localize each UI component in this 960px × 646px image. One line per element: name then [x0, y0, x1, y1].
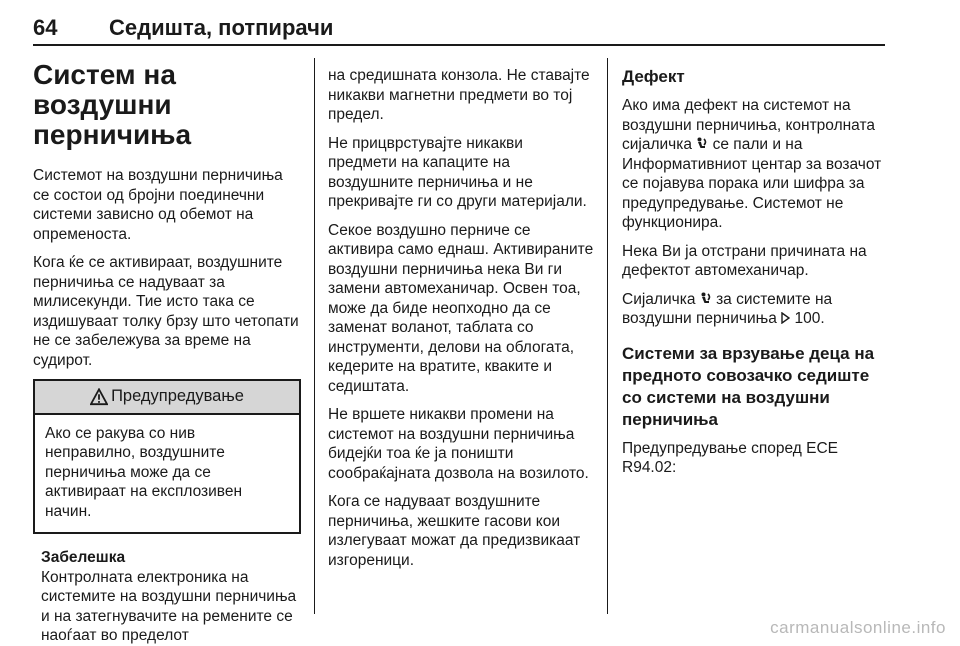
page-reference-icon[interactable]	[781, 312, 790, 324]
section-title: Систем на воздушни перничиња	[33, 59, 192, 150]
page-header	[33, 8, 885, 46]
child-restraint-title: Системи за врзување деца на предното совозачко седиште со системи на воздушни перничиња	[622, 343, 875, 429]
text-run: Сијаличка	[622, 290, 696, 308]
text-run: за системите на воздушни перничиња	[622, 290, 833, 327]
paragraph	[622, 96, 890, 233]
paragraph: Не вршете никакви промени на системот на воздушни перничиња бидејќи тоа ќе ја поништи сообраќајната дозвола на возилото.	[328, 406, 589, 482]
column-divider	[314, 58, 315, 614]
airbag-lamp-icon	[696, 137, 708, 151]
paragraph: Нека Ви ја отстрани причината на дефектот автомеханичар.	[622, 242, 867, 279]
page-reference[interactable]: 100.	[794, 310, 825, 327]
airbag-lamp-icon	[700, 292, 712, 306]
warning-text: Ако се ракува со нив неправилно, воздушните перничиња може да се активираат на експлозивен начин.	[45, 424, 243, 520]
note	[33, 548, 301, 646]
column-left	[33, 52, 301, 646]
warning-header	[35, 381, 299, 415]
paragraph: Системот на воздушни перничиња се состои од бројни поединечни системи зависно од обемот на опременоста.	[33, 167, 283, 243]
defect-title: Дефект	[622, 67, 685, 86]
paragraph: на средишната конзола. Не ставајте никакви магнетни предмети во тој предел.	[328, 67, 590, 123]
note-text: Контролната електроника на системите на воздушни перничиња и на затегнувачите на ремените се наоѓаат во пределот	[41, 568, 297, 644]
paragraph: Кога се надуваат воздушните перничиња, жешките гасови кои излегуваат можат да предизвикаат изгореници.	[328, 493, 581, 569]
page-number: 64	[33, 15, 58, 40]
column-middle	[328, 66, 596, 579]
note-title: Забелешка	[41, 549, 126, 566]
warning-box	[33, 379, 301, 534]
column-right	[622, 66, 890, 487]
paragraph	[622, 290, 890, 329]
paragraph: Не прицврстувајте никакви предмети на капаците на воздушните перничиња и не прекривајте ги со други материјали.	[328, 134, 587, 210]
text-run: Ако има дефект на системот на воздушни перничиња, контролната сијаличка	[622, 97, 876, 153]
warning-title: Предупредување	[111, 387, 244, 405]
column-divider	[607, 58, 608, 614]
watermark: carmanualsonline.info	[770, 618, 946, 637]
paragraph: Секое воздушно перниче се активира само еднаш. Активираните воздушни перничиња нека Ви ги замени автомеханичар. Освен тоа, може да биде неопходно да се заменат воланот, таблата со инструменти, делови на облогата, кедерите на вратите, кваките и седиштата.	[328, 221, 594, 395]
paragraph: Предупредување според ECE R94.02:	[622, 439, 839, 476]
warning-triangle-icon	[90, 388, 108, 406]
text-run: се пали и на Информативниот центар за возачот се појавува порака или шифра за предупредување. Системот не функционира.	[622, 136, 882, 231]
paragraph: Кога ќе се активираат, воздушните перничиња се надуваат за милисекунди. Тие исто така се издишуваат толку брзу што четопати не се забележува за време на судирот.	[33, 254, 299, 369]
running-head: Седишта, потпирачи	[109, 15, 334, 40]
